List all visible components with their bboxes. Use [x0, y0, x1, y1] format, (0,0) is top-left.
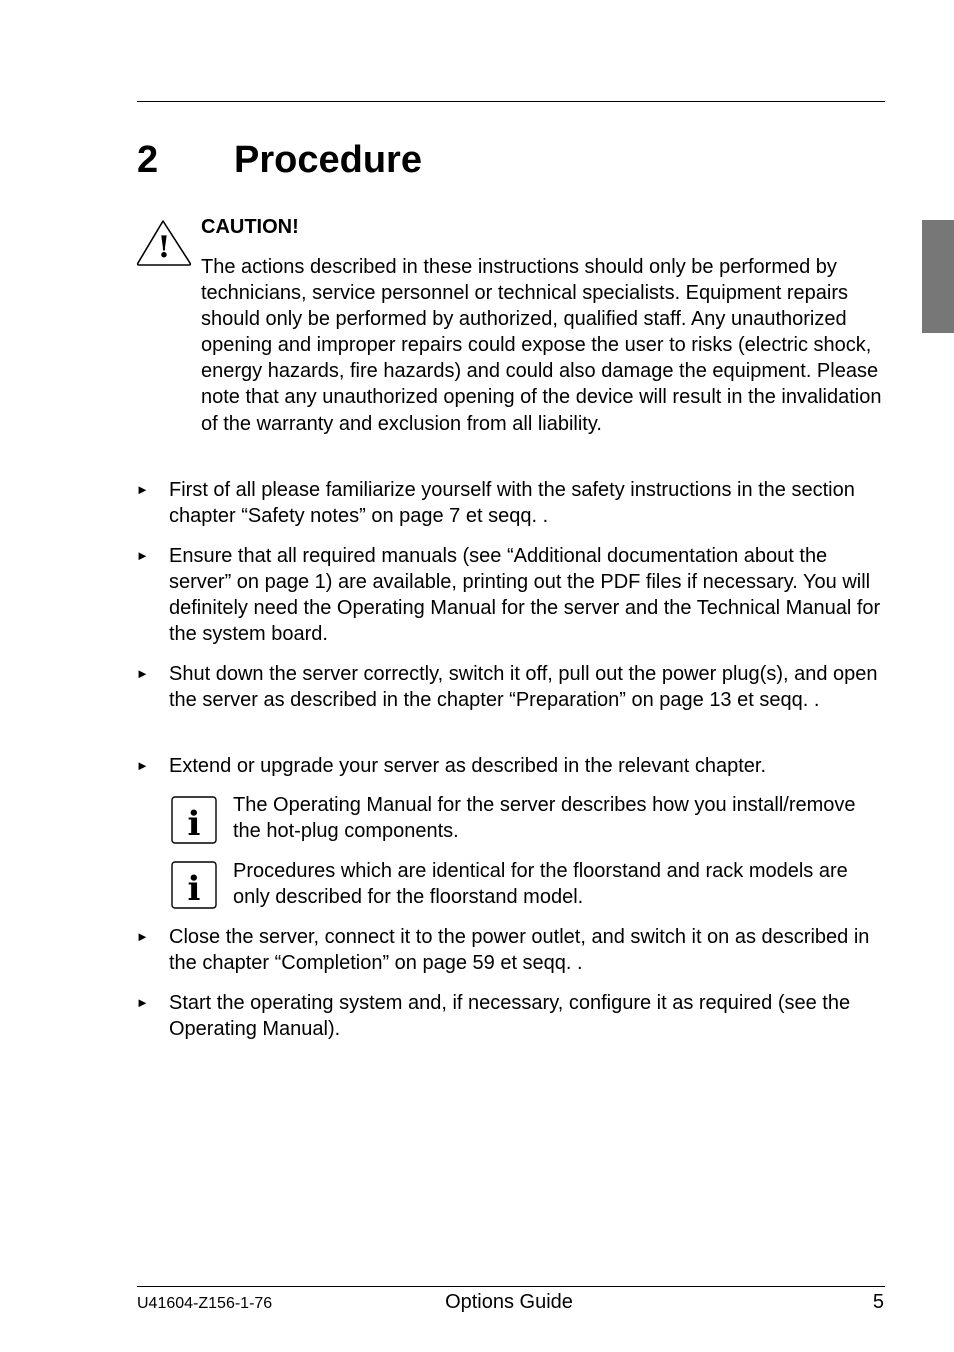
step-text: Ensure that all required manuals (see “Additional documentation about the server” on page 1) are available, printing out the PDF files if necessary. You will definitely need the Operating Manual for the server and the Technical Manual for the system board.: [169, 545, 881, 646]
step-item: [136, 753, 885, 779]
svg-text:!: !: [157, 230, 171, 265]
bullet-arrow-icon: ►: [136, 758, 149, 773]
info-glyph: i: [187, 804, 201, 844]
step-item: [136, 543, 885, 647]
step-text: Close the server, connect it to the power outlet, and switch it on as described in the chapter “Completion” on page 59 et seqq. .: [169, 926, 870, 975]
caution-heading: CAUTION!: [201, 216, 299, 238]
info-icon: [171, 861, 217, 909]
step-text: Extend or upgrade your server as described in the relevant chapter.: [169, 755, 767, 777]
info-note-text: The Operating Manual for the server describes how you install/remove the hot-plug components.: [233, 794, 856, 843]
caution-warning-icon: [136, 219, 192, 269]
step-item: [136, 661, 885, 713]
page-number: 5: [872, 1291, 884, 1313]
bullet-arrow-icon: ►: [136, 929, 149, 944]
bullet-arrow-icon: ►: [136, 548, 149, 563]
chapter-number: 2: [137, 139, 159, 181]
bullet-arrow-icon: ►: [136, 482, 149, 497]
header-rule: [137, 101, 885, 102]
footer-doc-id: U41604-Z156-1-76: [137, 1295, 273, 1312]
step-item: [136, 924, 885, 976]
footer-title: Options Guide: [445, 1291, 573, 1313]
step-text: Shut down the server correctly, switch it off, pull out the power plug(s), and open the server as described in the chapter “Preparation” on page 13 et seqq. .: [169, 663, 878, 712]
step-item: [136, 990, 885, 1042]
bullet-arrow-icon: ►: [136, 666, 149, 681]
step-text: First of all please familiarize yourself with the safety instructions in the section chapter “Safety notes” on page 7 et seqq. .: [169, 479, 855, 528]
footer-rule: [137, 1286, 885, 1287]
step-item: [136, 477, 885, 529]
caution-text: The actions described in these instructions should only be performed by technicians, service personnel or technical specialists. Equipment repairs should only be performed by authorized, qualified staff. Any unauthorized opening and improper repairs could expose the user to risks (electric shock, energy hazards, fire hazards) and could also damage the equipment. Please note that any unauthorized opening of the device will result in the invalidation of the warranty and exclusion from all liability.: [201, 256, 882, 435]
step-text: Start the operating system and, if necessary, configure it as required (see the Operating Manual).: [169, 992, 851, 1041]
chapter-thumb-tab: [922, 220, 954, 333]
chapter-title: Procedure: [234, 139, 422, 181]
bullet-arrow-icon: ►: [136, 995, 149, 1010]
info-icon: [171, 796, 217, 844]
info-glyph: i: [187, 869, 201, 909]
info-note-text: Procedures which are identical for the floorstand and rack models are only described for the floorstand model.: [233, 860, 848, 909]
